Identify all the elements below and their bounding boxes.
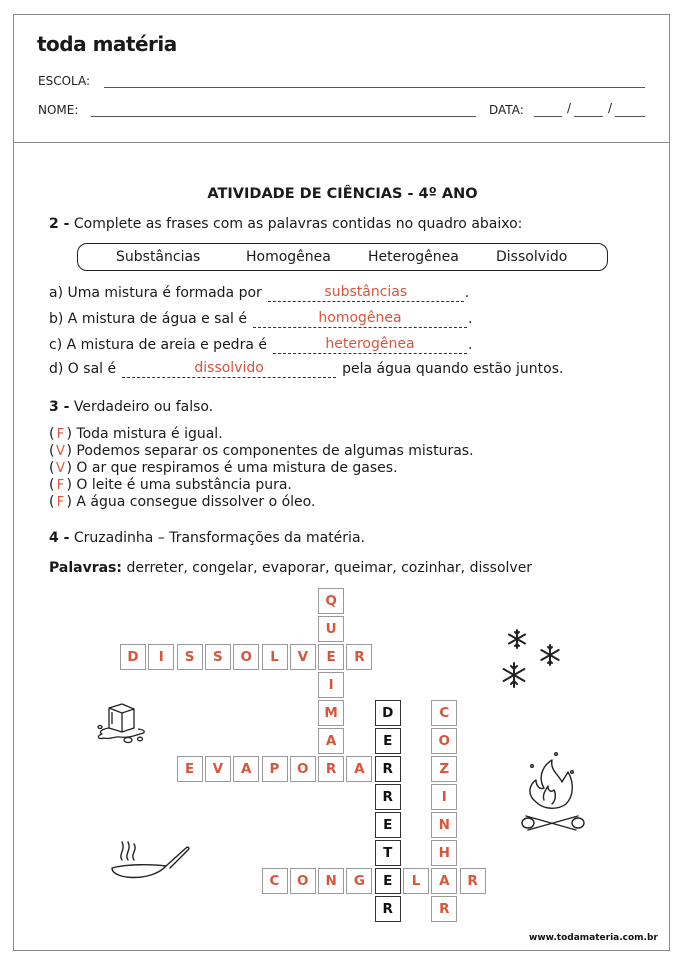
- tf-text: O ar que respiramos é uma mistura de gases.: [76, 460, 398, 476]
- crossword-cell[interactable]: E: [375, 868, 401, 894]
- date-label: DATA:: [489, 103, 524, 117]
- answer-blank[interactable]: [268, 283, 464, 302]
- answer-blank[interactable]: [253, 309, 467, 328]
- sentence-text: a) Uma mistura é formada por: [49, 285, 262, 301]
- word-list-label: Palavras:: [49, 560, 122, 576]
- true-false-item: ( F ) O leite é uma substância pura.: [49, 477, 292, 493]
- crossword-cell[interactable]: M: [318, 700, 344, 726]
- word-bank: [77, 243, 608, 271]
- answer-text: heterogênea: [325, 336, 415, 352]
- crossword-cell[interactable]: L: [403, 868, 429, 894]
- crossword-cell[interactable]: I: [431, 784, 457, 810]
- footer-url[interactable]: www.todamateria.com.br: [529, 933, 658, 943]
- crossword-cell[interactable]: R: [460, 868, 486, 894]
- word-bank-item: Substâncias: [116, 249, 201, 265]
- page-title: ATIVIDADE DE CIÊNCIAS - 4º ANO: [207, 186, 478, 202]
- snowflakes-icon: [500, 625, 570, 695]
- date-year-field[interactable]: [615, 116, 645, 117]
- question-number: 4 -: [49, 530, 70, 546]
- crossword-cell[interactable]: U: [318, 616, 344, 642]
- crossword-cell[interactable]: R: [346, 644, 372, 670]
- date-day-field[interactable]: [534, 116, 562, 117]
- school-field[interactable]: [104, 87, 645, 88]
- question-text: Cruzadinha – Transformações da matéria.: [73, 530, 365, 546]
- tf-mark[interactable]: V: [56, 444, 65, 459]
- crossword-cell[interactable]: T: [375, 840, 401, 866]
- sentence-text: c) A mistura de areia e pedra é: [49, 337, 267, 353]
- crossword-cell[interactable]: V: [290, 644, 316, 670]
- true-false-item: ( F ) Toda mistura é igual.: [49, 426, 223, 442]
- crossword-cell[interactable]: O: [290, 756, 316, 782]
- sentence-b: [49, 306, 472, 328]
- tf-text: A água consegue dissolver o óleo.: [76, 494, 316, 510]
- crossword-cell[interactable]: R: [431, 896, 457, 922]
- crossword-cell[interactable]: I: [148, 644, 174, 670]
- tf-mark[interactable]: F: [56, 495, 65, 510]
- sentence-end: pela água quando estão juntos.: [342, 361, 564, 377]
- crossword-cell[interactable]: N: [431, 812, 457, 838]
- header-divider: [13, 142, 670, 143]
- crossword-cell[interactable]: I: [318, 672, 344, 698]
- answer-text: substâncias: [324, 284, 408, 300]
- name-label: NOME:: [38, 103, 79, 117]
- crossword-cell[interactable]: E: [318, 644, 344, 670]
- name-field[interactable]: [91, 116, 476, 117]
- word-list-text: derreter, congelar, evaporar, queimar, cozinhar, dissolver: [126, 560, 533, 576]
- date-separator: /: [567, 101, 572, 115]
- crossword-cell[interactable]: O: [290, 868, 316, 894]
- sentence-c: [49, 332, 472, 354]
- sentence-text: d) O sal é: [49, 361, 117, 377]
- tf-mark[interactable]: F: [56, 478, 65, 493]
- crossword-cell[interactable]: S: [177, 644, 203, 670]
- question-number: 3 -: [49, 399, 70, 415]
- word-bank-item: Dissolvido: [496, 249, 568, 265]
- crossword-cell[interactable]: R: [318, 756, 344, 782]
- crossword-cell[interactable]: S: [205, 644, 231, 670]
- crossword-cell[interactable]: R: [375, 784, 401, 810]
- school-label: ESCOLA:: [38, 74, 91, 88]
- question-text: Complete as frases com as palavras contidas no quadro abaixo:: [73, 216, 523, 232]
- answer-blank[interactable]: [122, 359, 336, 378]
- answer-text: dissolvido: [194, 360, 264, 376]
- crossword-cell[interactable]: A: [431, 868, 457, 894]
- crossword-cell[interactable]: A: [346, 756, 372, 782]
- tf-text: O leite é uma substância pura.: [76, 477, 292, 493]
- tf-mark[interactable]: V: [56, 461, 65, 476]
- crossword-cell[interactable]: L: [262, 644, 288, 670]
- ice-cube-icon: [84, 696, 160, 752]
- crossword-cell[interactable]: O: [233, 644, 259, 670]
- sentence-end: .: [468, 311, 473, 327]
- sentence-a: [49, 280, 469, 302]
- campfire-icon: [518, 752, 588, 837]
- word-bank-item: Heterogênea: [368, 249, 459, 265]
- crossword-cell[interactable]: O: [431, 728, 457, 754]
- crossword-cell[interactable]: C: [262, 868, 288, 894]
- question-3-prompt: [49, 399, 213, 415]
- crossword-cell[interactable]: E: [375, 728, 401, 754]
- question-number: 2 -: [49, 216, 70, 232]
- sentence-end: .: [464, 285, 470, 301]
- crossword-cell[interactable]: A: [233, 756, 259, 782]
- crossword-cell[interactable]: P: [262, 756, 288, 782]
- date-separator: /: [608, 101, 613, 115]
- question-4-prompt: [49, 530, 365, 546]
- crossword-cell[interactable]: R: [375, 756, 401, 782]
- crossword-cell[interactable]: Z: [431, 756, 457, 782]
- crossword-cell[interactable]: H: [431, 840, 457, 866]
- question-text: Verdadeiro ou falso.: [73, 399, 214, 415]
- crossword-cell[interactable]: G: [346, 868, 372, 894]
- word-bank-item: Homogênea: [246, 249, 331, 265]
- sentence-end: .: [467, 337, 473, 353]
- crossword-cell[interactable]: R: [375, 896, 401, 922]
- answer-blank[interactable]: [273, 335, 467, 354]
- crossword-cell[interactable]: V: [205, 756, 231, 782]
- crossword-cell[interactable]: D: [120, 644, 146, 670]
- logo: toda matéria: [37, 32, 177, 56]
- tf-mark[interactable]: F: [56, 427, 65, 442]
- tf-text: Podemos separar os componentes de algumas misturas.: [76, 443, 474, 459]
- crossword-cell[interactable]: Q: [318, 588, 344, 614]
- tf-text: Toda mistura é igual.: [76, 426, 223, 442]
- sentence-text: b) A mistura de água e sal é: [49, 311, 248, 327]
- crossword-cell[interactable]: C: [431, 700, 457, 726]
- crossword-cell[interactable]: N: [318, 868, 344, 894]
- crossword-cell[interactable]: E: [177, 756, 203, 782]
- true-false-item: ( V ) Podemos separar os componentes de algumas misturas.: [49, 443, 474, 459]
- true-false-item: ( F ) A água consegue dissolver o óleo.: [49, 494, 316, 510]
- answer-text: homogênea: [318, 310, 402, 326]
- crossword-cell[interactable]: E: [375, 812, 401, 838]
- crossword-cell[interactable]: A: [318, 728, 344, 754]
- date-month-field[interactable]: [574, 116, 603, 117]
- question-2-prompt: [49, 216, 522, 232]
- crossword-cell[interactable]: D: [375, 700, 401, 726]
- sentence-d: [49, 356, 563, 378]
- frying-pan-icon: [108, 838, 192, 888]
- word-list: [49, 560, 532, 576]
- true-false-item: ( V ) O ar que respiramos é uma mistura de gases.: [49, 460, 398, 476]
